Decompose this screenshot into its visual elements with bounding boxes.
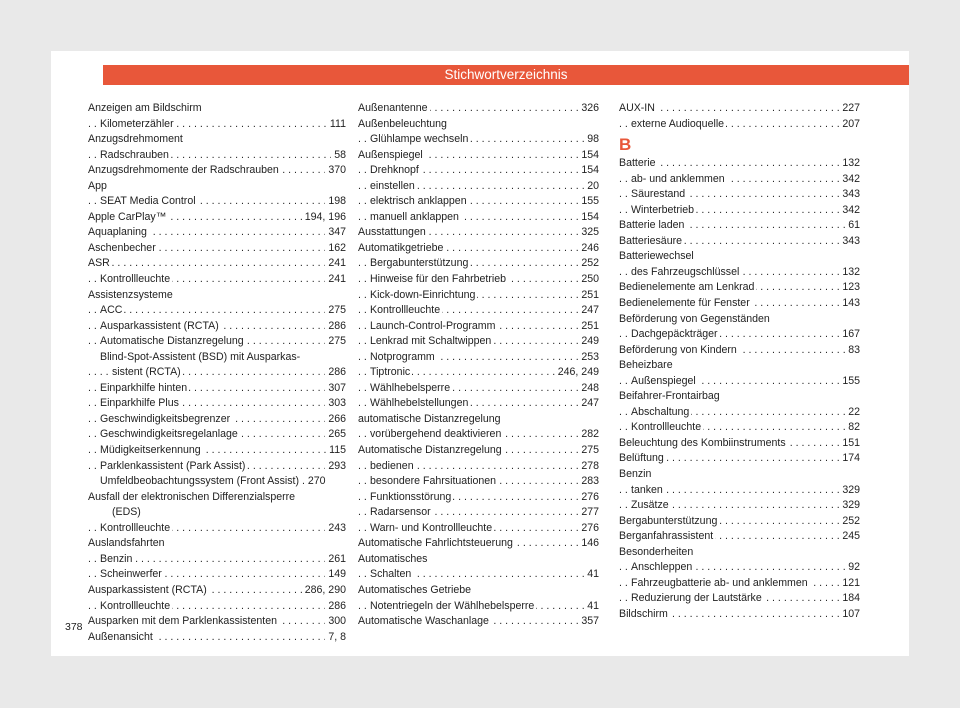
index-entry: [88, 241, 346, 257]
index-column-3: [619, 101, 860, 623]
index-page-ref: 253: [578, 350, 599, 366]
index-page-ref: 61: [845, 218, 860, 234]
index-term: Batterie laden: [619, 219, 685, 232]
index-page-ref: 275: [325, 303, 346, 319]
index-entry: [619, 560, 860, 576]
index-term: Aschenbecher: [88, 241, 156, 254]
index-entry: [88, 225, 346, 241]
index-term: Ausstattungen: [358, 226, 426, 239]
index-entry: [358, 459, 599, 475]
index-page-ref: 98: [584, 132, 599, 148]
index-entry: [88, 194, 346, 210]
index-term: Bedienelemente für Fenster: [619, 297, 750, 310]
index-entry: [358, 256, 599, 272]
index-page-ref: 343: [839, 187, 860, 203]
index-term: Kick-down-Einrichtung: [370, 288, 476, 301]
index-page-ref: 241: [325, 256, 346, 272]
index-entry: [358, 381, 599, 397]
index-entry: [619, 374, 860, 390]
index-page-ref: 184: [839, 591, 860, 607]
index-term: Batterie: [619, 157, 656, 170]
index-page-ref: 283: [578, 474, 599, 490]
index-entry: [88, 427, 346, 443]
index-entry: [358, 505, 599, 521]
index-term: Dachgepäckträger: [631, 328, 718, 341]
index-entry: [619, 529, 860, 545]
index-entry: [619, 514, 860, 530]
index-term: Ausparkassistent (RCTA): [88, 583, 207, 596]
index-term: Geschwindigkeitsregelanlage: [100, 428, 238, 441]
index-entry: [619, 420, 860, 436]
page-number: 378: [65, 621, 83, 633]
index-term: Fahrzeugbatterie ab- und anklemmen: [631, 576, 808, 589]
index-page-ref: 303: [325, 396, 346, 412]
index-entry: [88, 132, 346, 148]
index-entry: [358, 427, 599, 443]
index-entry: [88, 630, 346, 646]
index-page-ref: 41: [584, 567, 599, 583]
index-entry: [358, 365, 599, 381]
index-entry: [88, 490, 346, 506]
index-term: Notprogramm: [370, 350, 435, 363]
index-entry: [88, 319, 346, 335]
index-term: ASR: [88, 257, 110, 270]
index-term: Säurestand: [631, 188, 686, 201]
index-term: Berganfahrassistent: [619, 530, 714, 543]
index-term: SEAT Media Control: [100, 195, 196, 208]
index-page-ref: 266: [325, 412, 346, 428]
index-term: Parklenkassistent (Park Assist): [100, 459, 246, 472]
index-entry: [88, 505, 346, 521]
index-entry: [88, 350, 346, 366]
index-entry: [88, 614, 346, 630]
index-page-ref: 370: [325, 163, 346, 179]
index-term: Ausparken mit dem Parklenkassistenten: [88, 615, 278, 628]
index-entry: [358, 396, 599, 412]
index-entry: [358, 241, 599, 257]
index-page-ref: 58: [331, 148, 346, 164]
index-term: Radarsensor: [370, 506, 431, 519]
index-page-ref: 243: [325, 521, 346, 537]
index-page-ref: 276: [578, 521, 599, 537]
index-page-ref: 329: [839, 498, 860, 514]
index-term: externe Audioquelle: [631, 117, 725, 130]
index-page-ref: 247: [578, 303, 599, 319]
index-page-ref: 41: [584, 599, 599, 615]
index-page-ref: 241: [325, 272, 346, 288]
index-term: Benzin: [619, 468, 652, 481]
index-term: Batteriesäure: [619, 234, 683, 247]
index-page-ref: 286: [325, 319, 346, 335]
index-page-ref: 207: [839, 117, 860, 133]
index-page-ref: 194, 196: [302, 210, 346, 226]
index-entry: [619, 312, 860, 328]
index-term: Assistenzsysteme: [88, 288, 173, 301]
index-page-ref: 247: [578, 396, 599, 412]
index-page-ref: 155: [578, 194, 599, 210]
index-term: Reduzierung der Lautstärke: [631, 592, 762, 605]
index-entry: [358, 132, 599, 148]
index-term: Automatikgetriebe: [358, 241, 444, 254]
index-term: Automatische Distanzregelung: [100, 335, 244, 348]
index-page-ref: 20: [584, 179, 599, 195]
index-entry: [88, 303, 346, 319]
index-page-ref: 198: [325, 194, 346, 210]
index-page-ref: 329: [839, 483, 860, 499]
index-entry: [88, 521, 346, 537]
index-page-ref: 7, 8: [325, 630, 346, 646]
index-page-ref: 276: [578, 490, 599, 506]
index-entry: [619, 117, 860, 133]
index-term: Bedienelemente am Lenkrad: [619, 281, 755, 294]
index-entry: [88, 474, 346, 490]
index-page-ref: 250: [578, 272, 599, 288]
index-term: Notentriegeln der Wählhebelsperre: [370, 599, 535, 612]
index-entry: [619, 467, 860, 483]
index-entry: [358, 567, 599, 583]
index-entry: [358, 210, 599, 226]
index-page-ref: 154: [578, 163, 599, 179]
index-term: Kontrollleuchte: [100, 599, 171, 612]
index-page-ref: 123: [839, 280, 860, 296]
index-entry: [358, 163, 599, 179]
index-entry: [619, 249, 860, 265]
index-entry: [358, 443, 599, 459]
index-term: Funktionsstörung: [370, 490, 452, 503]
index-term: Einparkhilfe Plus: [100, 397, 179, 410]
index-term: Automatische Distanzregelung: [358, 444, 502, 457]
index-term: App: [88, 179, 107, 192]
index-entry: [619, 234, 860, 250]
index-entry: [88, 179, 346, 195]
section-letter: B: [619, 135, 632, 155]
index-term: Glühlampe wechseln: [370, 133, 469, 146]
index-term: Bergabunterstützung: [619, 514, 718, 527]
index-entry: [88, 334, 346, 350]
index-term: Außenantenne: [358, 102, 428, 114]
index-page-ref: 111: [327, 117, 346, 133]
index-term: bedienen: [370, 459, 414, 472]
index-term: Blind-Spot-Assistent (BSD) mit Ausparkas-: [100, 350, 301, 363]
index-term: Radschrauben: [100, 148, 169, 161]
index-entry: [619, 101, 860, 117]
index-page-ref: 325: [578, 225, 599, 241]
index-term: Außenbeleuchtung: [358, 117, 447, 130]
index-entry: [619, 498, 860, 514]
index-page-ref: 343: [839, 234, 860, 250]
index-entry: [88, 552, 346, 568]
index-page-ref: 286: [325, 365, 346, 381]
index-entry: [88, 148, 346, 164]
index-entry: [619, 187, 860, 203]
index-term: Beförderung von Gegenständen: [619, 312, 770, 325]
index-entry: [619, 451, 860, 467]
index-term: Launch-Control-Programm: [370, 319, 496, 332]
index-entry: [619, 203, 860, 219]
index-entry: [358, 334, 599, 350]
index-page-ref: 154: [578, 148, 599, 164]
index-term: Benzin: [100, 552, 133, 565]
index-term: Umfeldbeobachtungssystem (Front Assist) . 270: [100, 475, 326, 488]
index-page-ref: 326: [578, 101, 599, 117]
index-term: Beförderung von Kindern: [619, 343, 737, 356]
index-term: tanken: [631, 483, 663, 496]
index-page-ref: 251: [578, 288, 599, 304]
index-entry: [619, 545, 860, 561]
index-page-ref: 167: [839, 327, 860, 343]
index-term: ab- und anklemmen: [631, 172, 725, 185]
index-term: Scheinwerfer: [100, 568, 162, 581]
index-page-ref: 246: [578, 241, 599, 257]
index-term: Kilometerzähler: [100, 117, 174, 130]
index-term: Lenkrad mit Schaltwippen: [370, 335, 492, 348]
index-term: Besonderheiten: [619, 545, 694, 558]
index-page-ref: 261: [325, 552, 346, 568]
index-page-ref: 162: [325, 241, 346, 257]
index-entry: [88, 381, 346, 397]
index-page-ref: 83: [845, 343, 860, 359]
index-term: Schalten: [370, 568, 412, 581]
index-page-ref: 252: [839, 514, 860, 530]
index-term: Belüftung: [619, 452, 664, 465]
index-term: Müdigkeitserkennung: [100, 444, 201, 457]
index-page-ref: 22: [845, 405, 860, 421]
index-entry: [358, 272, 599, 288]
index-entry: [88, 459, 346, 475]
index-page-ref: 115: [326, 443, 346, 459]
index-term: Aquaplaning: [88, 226, 147, 239]
index-term: Beheizbare: [619, 359, 673, 372]
index-page-ref: 282: [578, 427, 599, 443]
index-entry: [619, 358, 860, 374]
index-term: Außenspiegel: [358, 148, 423, 161]
index-page-ref: 154: [578, 210, 599, 226]
index-term: Anschleppen: [631, 561, 693, 574]
index-entry: [358, 225, 599, 241]
index-entry: [358, 303, 599, 319]
index-page-ref: 275: [578, 443, 599, 459]
index-page-ref: 82: [845, 420, 860, 436]
index-entry: [619, 280, 860, 296]
index-page-ref: 245: [839, 529, 860, 545]
index-entry: [619, 591, 860, 607]
index-page-ref: 151: [839, 436, 860, 452]
index-entry: [88, 396, 346, 412]
index-term: elektrisch anklappen: [370, 195, 467, 208]
index-entry: [619, 436, 860, 452]
index-term: Zusätze: [631, 499, 669, 512]
index-term: Automatische Waschanlage: [358, 615, 489, 628]
index-entry: [358, 552, 599, 568]
index-entry: [88, 567, 346, 583]
index-entry: [358, 179, 599, 195]
index-entry: [88, 256, 346, 272]
index-term: sistent (RCTA): [112, 366, 181, 379]
index-term: Anzeigen am Bildschirm: [88, 102, 202, 114]
index-entry: [88, 117, 346, 133]
index-page-ref: 357: [578, 614, 599, 630]
index-term: Winterbetrieb: [631, 203, 694, 216]
index-entry: [619, 607, 860, 623]
index-page-ref: 132: [839, 156, 860, 172]
index-term: Abschaltung: [631, 405, 690, 418]
index-entry: [358, 194, 599, 210]
index-term: Einparkhilfe hinten: [100, 381, 188, 394]
index-term: ACC: [100, 304, 123, 317]
index-page-ref: 286: [325, 599, 346, 615]
index-page-ref: 249: [578, 334, 599, 350]
index-page-ref: 307: [325, 381, 346, 397]
index-term: Automatisches Getriebe: [358, 583, 472, 596]
index-entry: [88, 210, 346, 226]
index-entry: [619, 327, 860, 343]
index-entry: [358, 599, 599, 615]
index-page-ref: 342: [839, 203, 860, 219]
index-page-ref: 146: [578, 536, 599, 552]
index-page-ref: 227: [839, 101, 860, 117]
index-page-ref: 278: [578, 459, 599, 475]
index-term: Tiptronic: [370, 366, 411, 379]
index-entry: [358, 350, 599, 366]
index-term: Geschwindigkeitsbegrenzer: [100, 412, 231, 425]
index-entry: [88, 536, 346, 552]
index-page-ref: 347: [325, 225, 346, 241]
index-entry: [88, 599, 346, 615]
index-entry: [358, 521, 599, 537]
index-term: Bildschirm: [619, 607, 668, 620]
index-entry: [358, 148, 599, 164]
index-page-ref: 300: [325, 614, 346, 630]
index-entry: [619, 265, 860, 281]
index-page-ref: 149: [325, 567, 346, 583]
index-entry: [619, 156, 860, 172]
index-entry: [358, 319, 599, 335]
index-term: Batteriewechsel: [619, 250, 694, 263]
index-page-ref: 132: [839, 265, 860, 281]
index-entry: [358, 536, 599, 552]
index-entry: [88, 288, 346, 304]
index-term: einstellen: [370, 179, 415, 192]
index-term: Kontrollleuchte: [370, 304, 441, 317]
index-entry: [358, 583, 599, 599]
index-entry: [358, 288, 599, 304]
index-term: Auslandsfahrten: [88, 537, 165, 550]
page-header: Stichwortverzeichnis: [103, 65, 909, 85]
index-entry: [358, 101, 599, 117]
index-term: Automatische Fahrlichtsteuerung: [358, 537, 513, 550]
index-term: Bergabunterstützung: [370, 257, 469, 270]
index-entry: [619, 218, 860, 234]
index-page-ref: 277: [578, 505, 599, 521]
index-page-ref: 121: [839, 576, 860, 592]
index-entry: [619, 405, 860, 421]
index-entry: [88, 101, 346, 117]
index-term: Kontrollleuchte: [100, 273, 171, 286]
index-term: Beleuchtung des Kombiinstruments: [619, 436, 786, 449]
index-term: Wählhebelstellungen: [370, 397, 469, 410]
index-term: Beifahrer-Frontairbag: [619, 390, 720, 403]
index-page-ref: 246, 249: [555, 365, 599, 381]
index-term: vorübergehend deaktivieren: [370, 428, 502, 441]
index-page-ref: 265: [325, 427, 346, 443]
index-term: Kontrollleuchte: [100, 521, 171, 534]
index-term: (EDS): [112, 506, 141, 519]
index-page-ref: 275: [325, 334, 346, 350]
index-entry: [619, 172, 860, 188]
index-entry: [619, 576, 860, 592]
index-page-ref: 251: [578, 319, 599, 335]
index-term: Außenspiegel: [631, 374, 696, 387]
index-term: Hinweise für den Fahrbetrieb: [370, 273, 507, 286]
index-entry: [358, 412, 599, 428]
index-term: manuell anklappen: [370, 210, 459, 223]
index-entry: [88, 412, 346, 428]
index-entry: [358, 117, 599, 133]
index-page-ref: 248: [578, 381, 599, 397]
index-term: Außenansicht: [88, 630, 153, 643]
index-term: Ausfall der elektronischen Differenzialsperre: [88, 490, 296, 503]
index-term: Apple CarPlay™: [88, 210, 167, 223]
index-page: [51, 51, 909, 656]
index-term: besondere Fahrsituationen: [370, 475, 497, 488]
index-entry: [358, 490, 599, 506]
index-page-ref: 143: [839, 296, 860, 312]
index-page-ref: 155: [839, 374, 860, 390]
index-term: Warn- und Kontrollleuchte: [370, 521, 493, 534]
index-entry: [619, 296, 860, 312]
index-column-2: [358, 101, 599, 630]
index-entry: [88, 272, 346, 288]
index-page-ref: 107: [839, 607, 860, 623]
index-page-ref: 174: [839, 451, 860, 467]
index-page-ref: 342: [839, 172, 860, 188]
index-entry: [619, 343, 860, 359]
index-term: Anzugsdrehmomente der Radschrauben: [88, 164, 279, 177]
index-page-ref: 286, 290: [302, 583, 346, 599]
index-entry: [619, 389, 860, 405]
index-term: Drehknopf: [370, 164, 419, 177]
index-term: Anzugsdrehmoment: [88, 133, 183, 146]
index-page-ref: 92: [845, 560, 860, 576]
index-entry: [619, 483, 860, 499]
index-term: Ausparkassistent (RCTA): [100, 319, 219, 332]
index-entry: [88, 163, 346, 179]
index-term: AUX-IN: [619, 102, 655, 114]
index-term: Wählhebelsperre: [370, 381, 451, 394]
index-entry: [88, 443, 346, 459]
index-term: Kontrollleuchte: [631, 421, 702, 434]
index-entry: [88, 583, 346, 599]
index-page-ref: 293: [325, 459, 346, 475]
index-term: des Fahrzeugschlüssel: [631, 265, 740, 278]
index-column-1: [88, 101, 346, 645]
index-term: automatische Distanzregelung: [358, 412, 501, 425]
index-term: Automatisches: [358, 552, 428, 565]
index-entry: [358, 474, 599, 490]
index-page-ref: 252: [578, 256, 599, 272]
index-entry: [358, 614, 599, 630]
index-entry: [88, 365, 346, 381]
